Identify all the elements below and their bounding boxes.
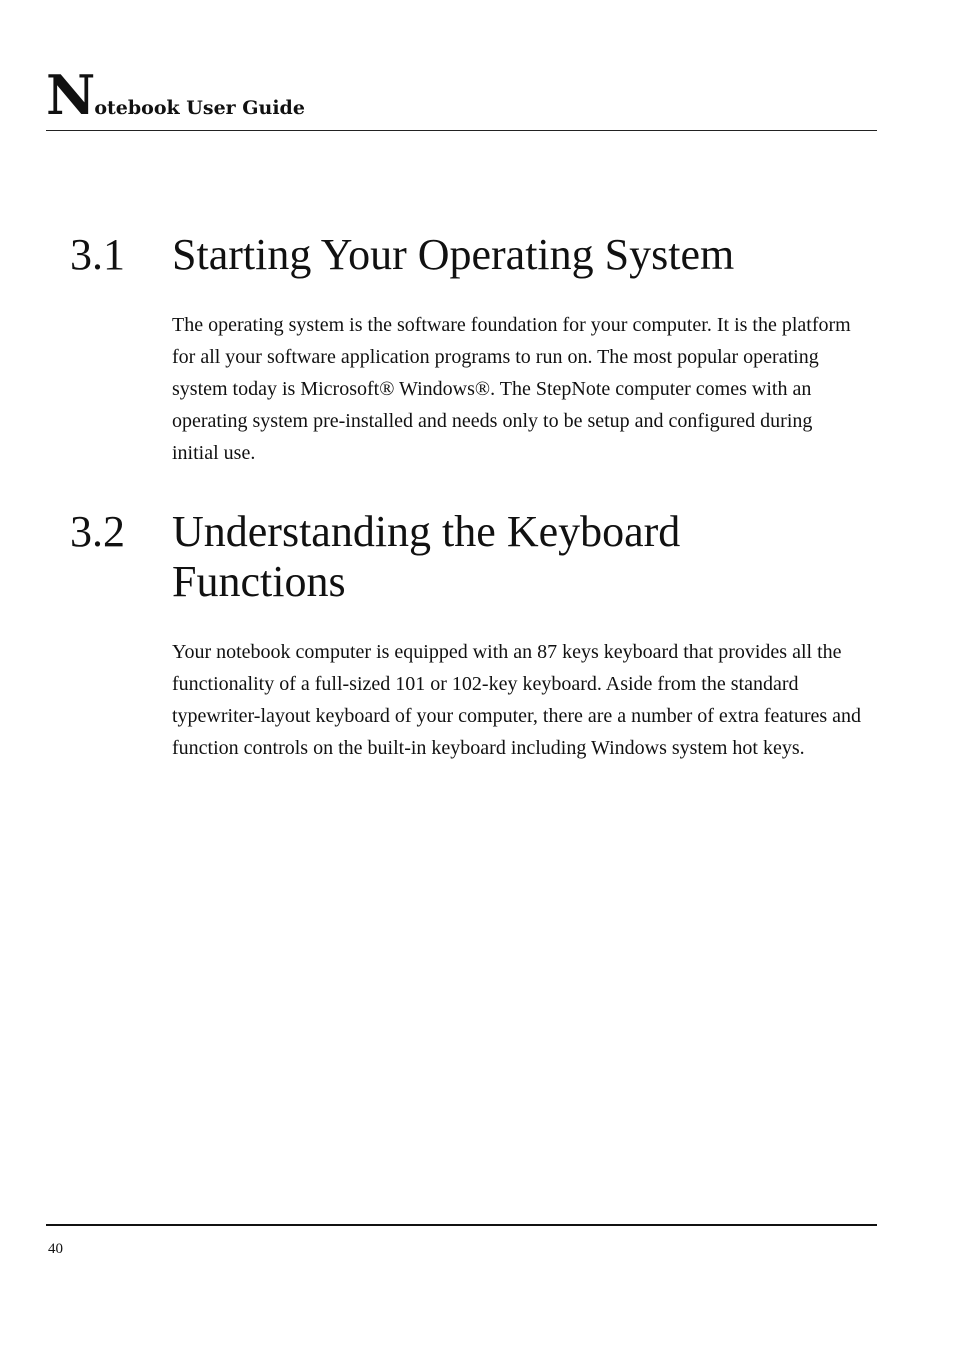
section-paragraph: The operating system is the software foundation for your computer. It is the platform for all your software application programs to run on. The most popular operating system today is Microsoft® Windows®. The StepNote computer comes with an operating system pre-installed and needs only to be setup and configured during initial use. bbox=[172, 314, 851, 464]
header-title bbox=[46, 63, 877, 127]
header-divider bbox=[46, 130, 877, 131]
section-number: 3.2 bbox=[70, 507, 125, 556]
footer-divider bbox=[46, 1224, 877, 1226]
page-number: 40 bbox=[48, 1241, 63, 1257]
section-paragraph: Your notebook computer is equipped with an 87 keys keyboard that provides all the functionality of a full-sized 101 or 102-key keyboard. Aside from the standard typewriter-layout keyboard of your computer, there are a number of extra features and function controls on the built-in keyboard including Windows system hot keys. bbox=[172, 641, 862, 759]
page-header bbox=[46, 63, 877, 127]
section-heading: Understanding the Keyboard Functions bbox=[172, 507, 681, 606]
header-title-rest: otebook User Guide bbox=[94, 97, 305, 119]
section-number: 3.1 bbox=[70, 230, 125, 279]
header-title-initial: N bbox=[46, 63, 95, 127]
section-heading: Starting Your Operating System bbox=[172, 230, 735, 279]
